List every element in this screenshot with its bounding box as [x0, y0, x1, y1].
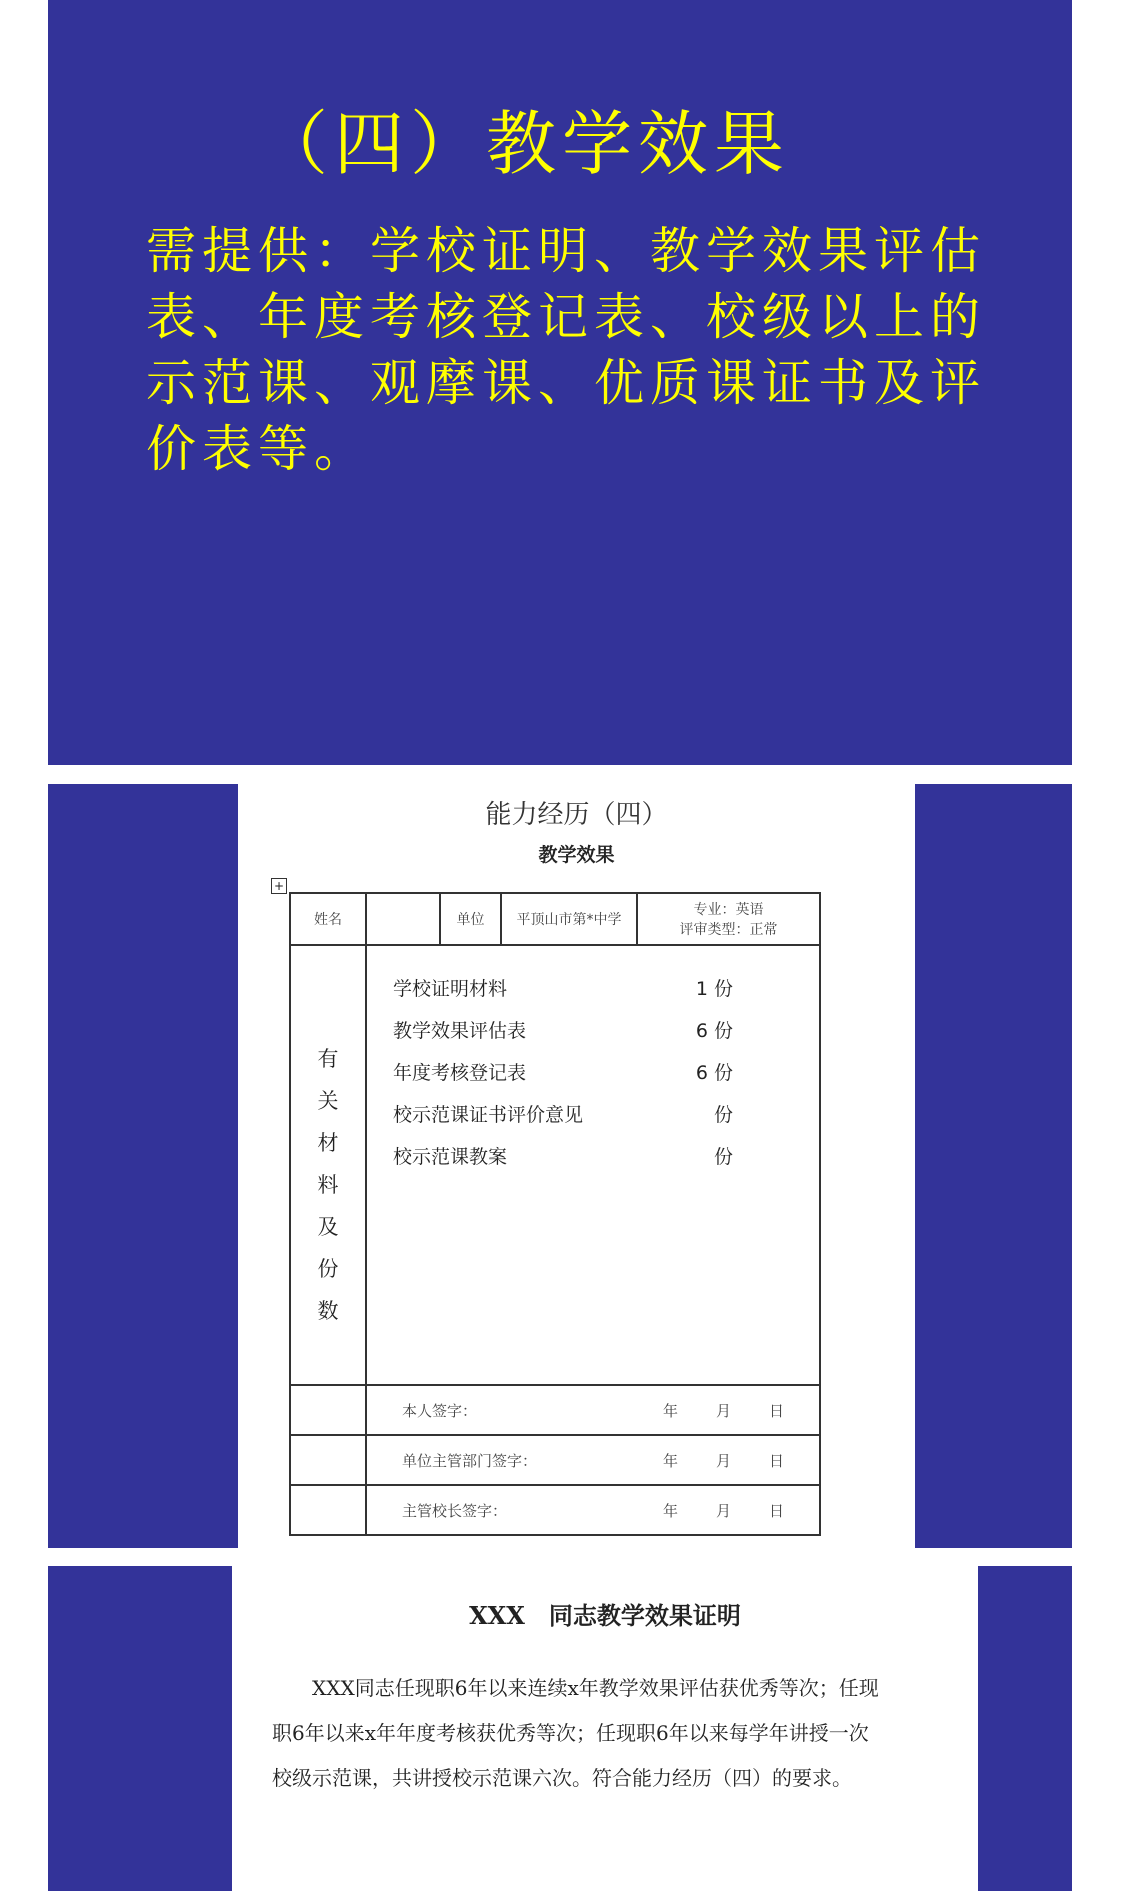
signature-row: 本人签字： 年 月 日: [290, 1385, 820, 1435]
review-type: 评审类型：正常: [679, 922, 778, 938]
signature-row: 单位主管部门签字： 年 月 日: [290, 1435, 820, 1485]
list-item: 年度考核登记表 6 份: [393, 1062, 733, 1084]
slide-2: [48, 784, 1072, 1548]
slide-3: [48, 1566, 1072, 1891]
major-cell: [637, 893, 820, 945]
certificate-body: XXX同志任现职6年以来连续x年教学效果评估获优秀等次；任现职6年以来x年年度考核获优秀等次；任现职6年以来每学年讲授一次校级示范课，共讲授校示范课六次。符合能力经历（四）的要求。: [272, 1676, 879, 1790]
side-label: 有关材料及份数: [290, 945, 366, 1385]
slide-1: [48, 0, 1072, 765]
list-item: 教学效果评估表 6 份: [393, 1020, 733, 1042]
unit-value: 平顶山市第*中学: [501, 893, 637, 945]
slide-title: （四）教学效果: [258, 103, 790, 185]
certificate-title: XXX 同志教学效果证明: [469, 1601, 741, 1630]
list-item: 校示范课教案 份: [393, 1146, 733, 1168]
list-item: 校示范课证书评价意见 份: [393, 1104, 733, 1126]
form-subtitle: 教学效果: [538, 844, 615, 866]
slide-body: 需提供：学校证明、教学效果评估表、年度考核登记表、校级以上的示范课、观摩课、优质课证书及评价表等。: [146, 222, 986, 478]
form-title: 能力经历（四）: [485, 800, 668, 830]
name-value: [366, 893, 440, 945]
certificate-document: [232, 1566, 978, 1891]
table-move-icon: +: [271, 878, 287, 894]
form-document: [238, 784, 915, 1548]
name-label: 姓名: [290, 893, 366, 945]
materials-row: [290, 945, 820, 1385]
unit-label: 单位: [440, 893, 501, 945]
materials-list: [366, 945, 820, 1385]
list-item: 学校证明材料 1 份: [393, 978, 733, 1000]
header-row: [290, 893, 820, 945]
signature-row: 主管校长签字： 年 月 日: [290, 1485, 820, 1535]
form-table: [289, 892, 821, 1536]
major: 专业：英语: [693, 902, 764, 918]
